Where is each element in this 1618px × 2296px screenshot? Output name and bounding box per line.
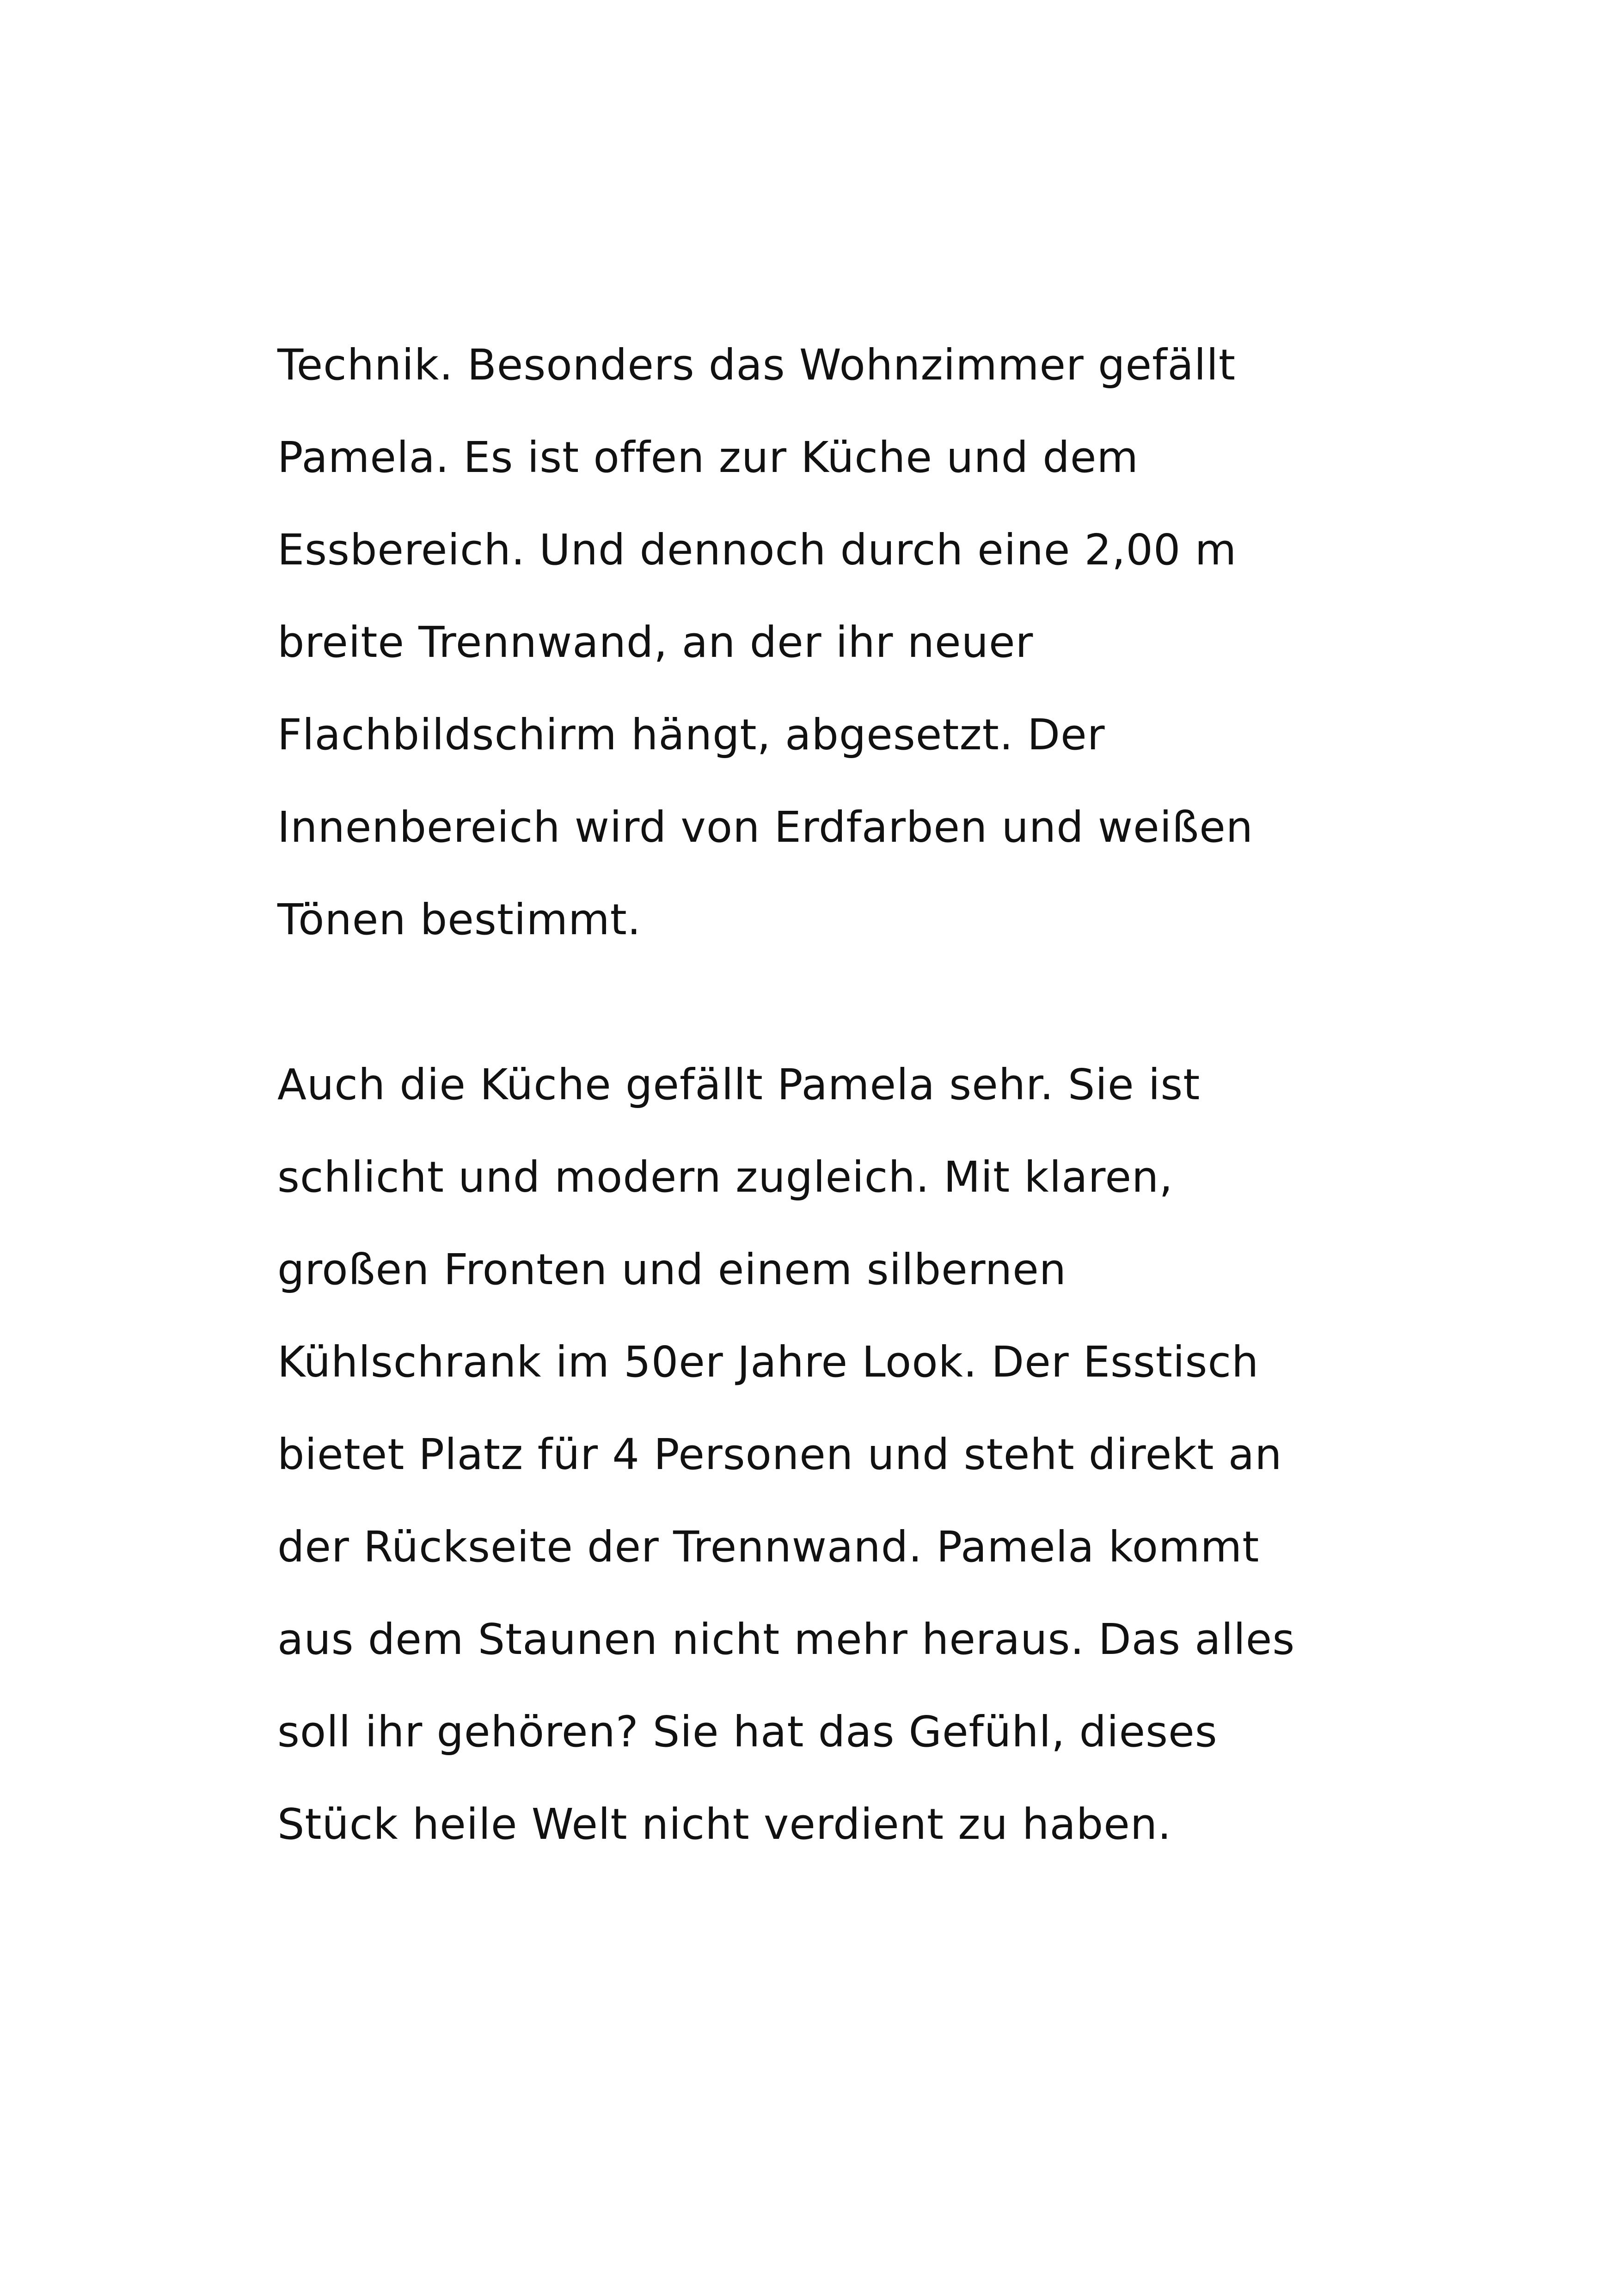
paragraph-line: schlicht und modern zugleich. Mit klaren, bbox=[277, 1152, 1173, 1202]
paragraph-line: Tönen bestimmt. bbox=[277, 895, 642, 944]
paragraph-line: soll ihr gehören? Sie hat das Gefühl, dieses bbox=[277, 1707, 1218, 1757]
paragraph-line: bietet Platz für 4 Personen und steht direkt an bbox=[277, 1430, 1282, 1479]
paragraph-1 bbox=[277, 319, 1410, 966]
paragraph-line: Pamela. Es ist offen zur Küche und dem bbox=[277, 433, 1139, 482]
paragraph-line: großen Fronten und einem silbernen bbox=[277, 1245, 1067, 1294]
paragraph-line: Technik. Besonders das Wohnzimmer gefällt bbox=[277, 340, 1236, 390]
paragraph-line: aus dem Staunen nicht mehr heraus. Das alles bbox=[277, 1615, 1295, 1664]
paragraph-line: Innenbereich wird von Erdfarben und weißen bbox=[277, 802, 1254, 852]
paragraph-line: Auch die Küche gefällt Pamela sehr. Sie ist bbox=[277, 1060, 1201, 1109]
paragraph-line: Essbereich. Und dennoch durch eine 2,00 m bbox=[277, 525, 1237, 575]
paragraph-line: breite Trennwand, an der ihr neuer bbox=[277, 618, 1034, 667]
paragraph-line: Kühlschrank im 50er Jahre Look. Der Esstisch bbox=[277, 1337, 1259, 1387]
paragraph-line: Flachbildschirm hängt, abgesetzt. Der bbox=[277, 710, 1105, 759]
paragraph-2 bbox=[277, 1039, 1410, 1871]
paragraph-line: der Rückseite der Trennwand. Pamela kommt bbox=[277, 1522, 1260, 1572]
paragraph-line: Stück heile Welt nicht verdient zu haben. bbox=[277, 1800, 1172, 1849]
